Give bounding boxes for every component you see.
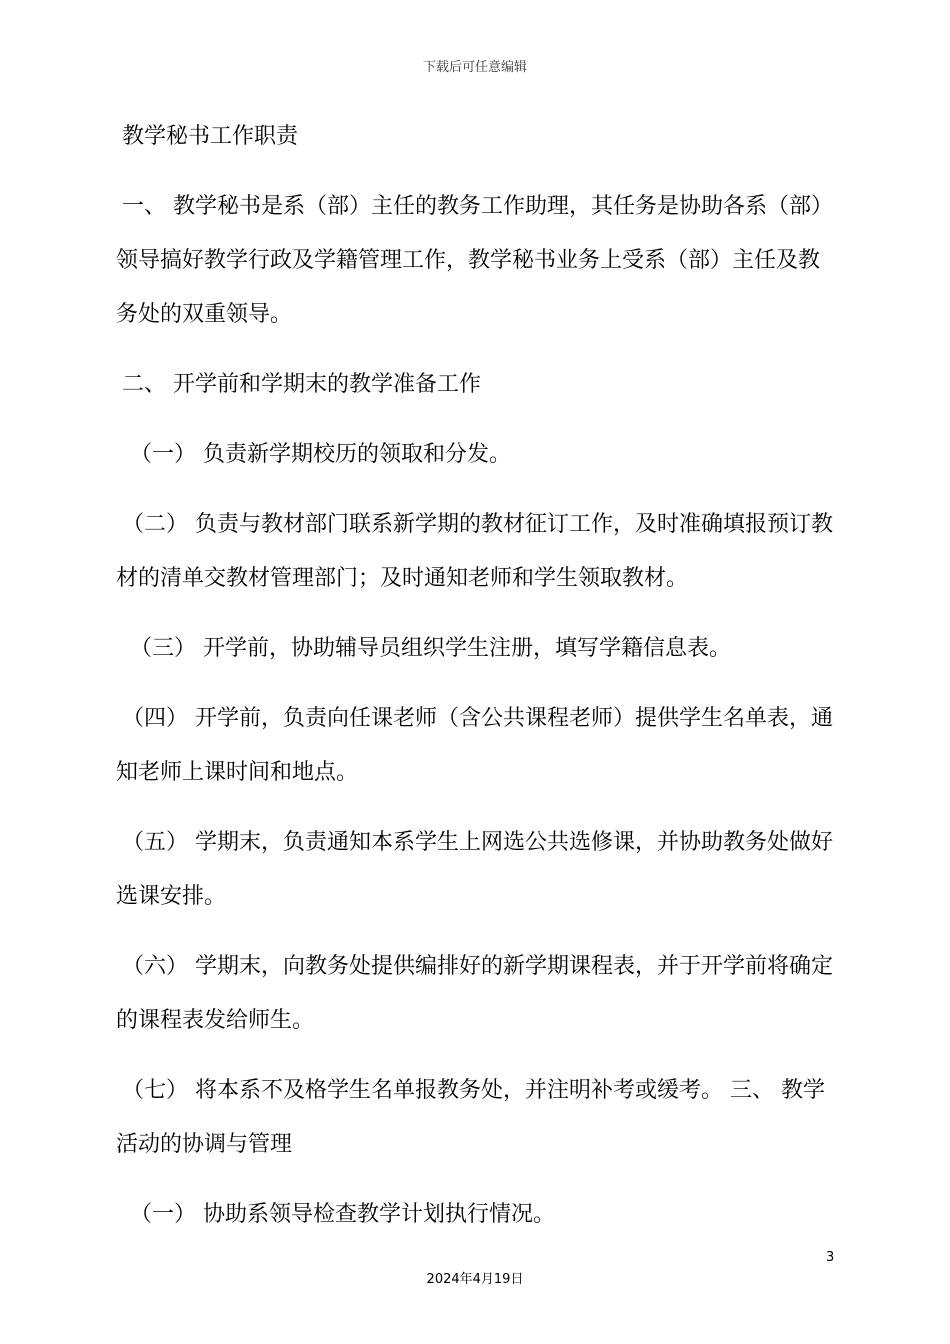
paragraph-6: （四） 开学前，负责向任课老师（含公共课程老师）提供学生名单表，通知老师上课时间和地点。 — [116, 706, 833, 785]
paragraph-9: （七） 将本系不及格学生名单报教务处，并注明补考或缓考。 三、 教学活动的协调与管理 — [116, 1078, 825, 1157]
paragraph-2: 二、 开学前和学期末的教学准备工作 — [122, 372, 481, 397]
document-title: 教学秘书工作职责 — [122, 124, 299, 149]
page-number: 3 — [826, 1250, 835, 1265]
paragraph-3: （一） 负责新学期校历的领取和分发。 — [130, 442, 511, 467]
paragraph-10: （一） 协助系领导检查教学计划执行情况。 — [130, 1202, 555, 1227]
paragraph-4: （二） 负责与教材部门联系新学期的教材征订工作，及时准确填报预订教材的清单交教材管理部门；及时通知老师和学生领取教材。 — [116, 512, 833, 591]
paragraph-1: 一、 教学秘书是系（部）主任的教务工作助理，其任务是协助各系（部）领导搞好教学行政及学籍管理工作，教学秘书业务上受系（部）主任及教务处的双重领导。 — [116, 194, 833, 327]
paragraph-8: （六） 学期末，向教务处提供编排好的新学期课程表，并于开学前将确定的课程表发给师生。 — [116, 954, 833, 1033]
page-header: 下载后可任意编辑 — [422, 60, 527, 75]
paragraph-5: （三） 开学前，协助辅导员组织学生注册，填写学籍信息表。 — [130, 636, 731, 661]
page-footer-date: 2024年4月19日 — [426, 1272, 524, 1287]
document-body — [116, 110, 836, 1258]
paragraph-7: （五） 学期末，负责通知本系学生上网选公共选修课，并协助教务处做好选课安排。 — [116, 830, 833, 909]
